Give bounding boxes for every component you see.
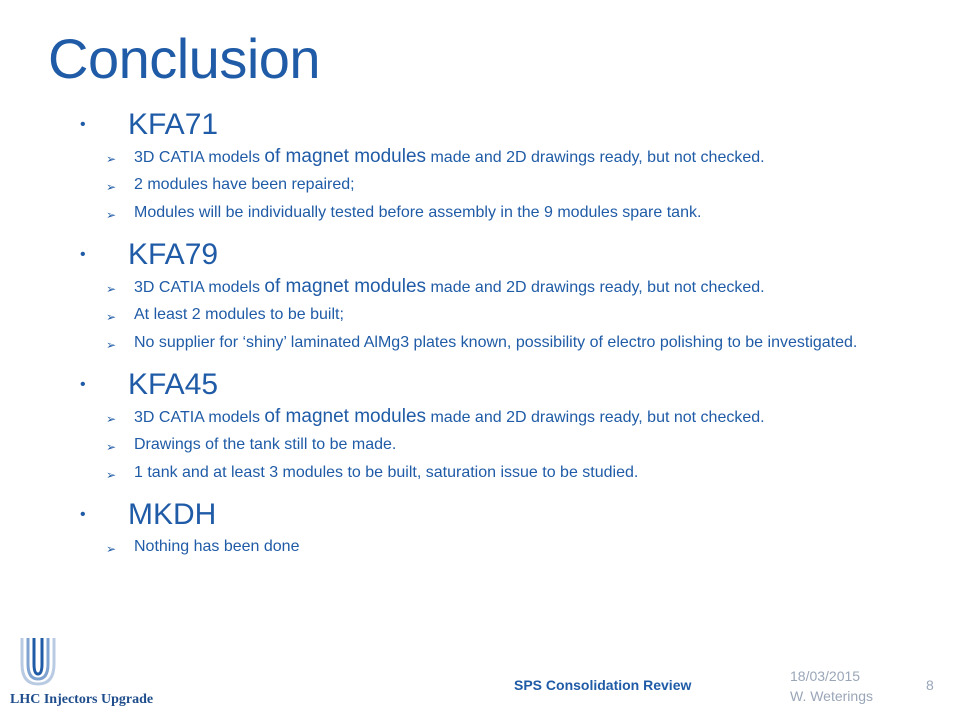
item-text — [134, 278, 920, 297]
arrow-bullet-icon: ➢ — [106, 152, 117, 166]
lhc-u-logo-icon — [8, 634, 68, 694]
sub-bullet-list — [80, 148, 920, 224]
section-kfa71 — [80, 106, 920, 224]
item-text-part: No supplier for ‘shiny’ laminated AlMg3 plates known, possibility of electro polishing to be investigated. — [134, 334, 858, 351]
item-text-emphasis: of magnet modules — [264, 276, 427, 297]
arrow-bullet-icon: ➢ — [106, 310, 117, 324]
arrow-bullet-icon: ➢ — [106, 208, 117, 222]
item-text-part: 2 modules have been repaired; — [134, 176, 355, 193]
footer-date-author — [790, 666, 873, 706]
section-heading — [80, 496, 920, 534]
section-kfa79 — [80, 236, 920, 354]
item-text — [134, 148, 920, 167]
list-item — [106, 334, 920, 354]
arrow-bullet-icon: ➢ — [106, 440, 117, 454]
item-text-part: made and 2D drawings ready, but not checked. — [426, 279, 765, 296]
section-label: MKDH — [128, 498, 217, 531]
section-kfa45 — [80, 366, 920, 484]
list-item — [106, 204, 920, 224]
arrow-bullet-icon: ➢ — [106, 468, 117, 482]
item-text-part: 3D CATIA models — [134, 279, 265, 296]
item-text-part: Modules will be individually tested before assembly in the 9 modules spare tank. — [134, 204, 702, 221]
item-text-part: made and 2D drawings ready, but not checked. — [426, 149, 765, 166]
list-item — [106, 538, 920, 558]
slide-title: Conclusion — [48, 27, 321, 90]
arrow-bullet-icon: ➢ — [106, 338, 117, 352]
page-number: 8 — [926, 677, 934, 693]
section-heading — [80, 366, 920, 404]
item-text-part: 1 tank and at least 3 modules to be built, saturation issue to be studied. — [134, 464, 639, 481]
section-label: KFA79 — [128, 238, 219, 271]
item-text — [134, 306, 920, 324]
lhc-injectors-upgrade-logo — [8, 634, 158, 714]
list-item — [106, 464, 920, 484]
arrow-bullet-icon: ➢ — [106, 282, 117, 296]
section-heading — [80, 106, 920, 144]
footer-author: W. Weterings — [790, 688, 873, 704]
section-heading — [80, 236, 920, 274]
item-text — [134, 334, 920, 352]
section-label: KFA71 — [128, 108, 219, 141]
arrow-bullet-icon: ➢ — [106, 542, 117, 556]
section-label: KFA45 — [128, 368, 219, 401]
item-text-emphasis: of magnet modules — [264, 406, 427, 427]
item-text — [134, 538, 920, 556]
arrow-bullet-icon: ➢ — [106, 180, 117, 194]
footer-presentation-title: SPS Consolidation Review — [514, 677, 692, 693]
list-item — [106, 148, 920, 168]
item-text-emphasis: of magnet modules — [264, 146, 427, 167]
footer-date: 18/03/2015 — [790, 668, 861, 684]
list-item — [106, 408, 920, 428]
item-text-part: Nothing has been done — [134, 538, 300, 555]
item-text-part: At least 2 modules to be built; — [134, 306, 344, 323]
slide-content — [80, 106, 920, 570]
list-item — [106, 306, 920, 326]
list-item — [106, 176, 920, 196]
item-text-part: 3D CATIA models — [134, 409, 265, 426]
sub-bullet-list — [80, 278, 920, 354]
item-text — [134, 436, 920, 454]
item-text — [134, 176, 920, 194]
list-item — [106, 278, 920, 298]
item-text-part: 3D CATIA models — [134, 149, 265, 166]
arrow-bullet-icon: ➢ — [106, 412, 117, 426]
item-text — [134, 408, 920, 427]
bullet-dot-icon: • — [80, 246, 86, 263]
bullet-dot-icon: • — [80, 506, 86, 523]
item-text-part: made and 2D drawings ready, but not checked. — [426, 409, 765, 426]
sub-bullet-list — [80, 408, 920, 484]
item-text — [134, 204, 920, 222]
bullet-dot-icon: • — [80, 116, 86, 133]
section-mkdh — [80, 496, 920, 558]
item-text-part: Drawings of the tank still to be made. — [134, 436, 397, 453]
list-item — [106, 436, 920, 456]
item-text — [134, 464, 920, 482]
bullet-dot-icon: • — [80, 376, 86, 393]
sub-bullet-list — [80, 538, 920, 558]
logo-text: LHC Injectors Upgrade — [10, 692, 154, 707]
